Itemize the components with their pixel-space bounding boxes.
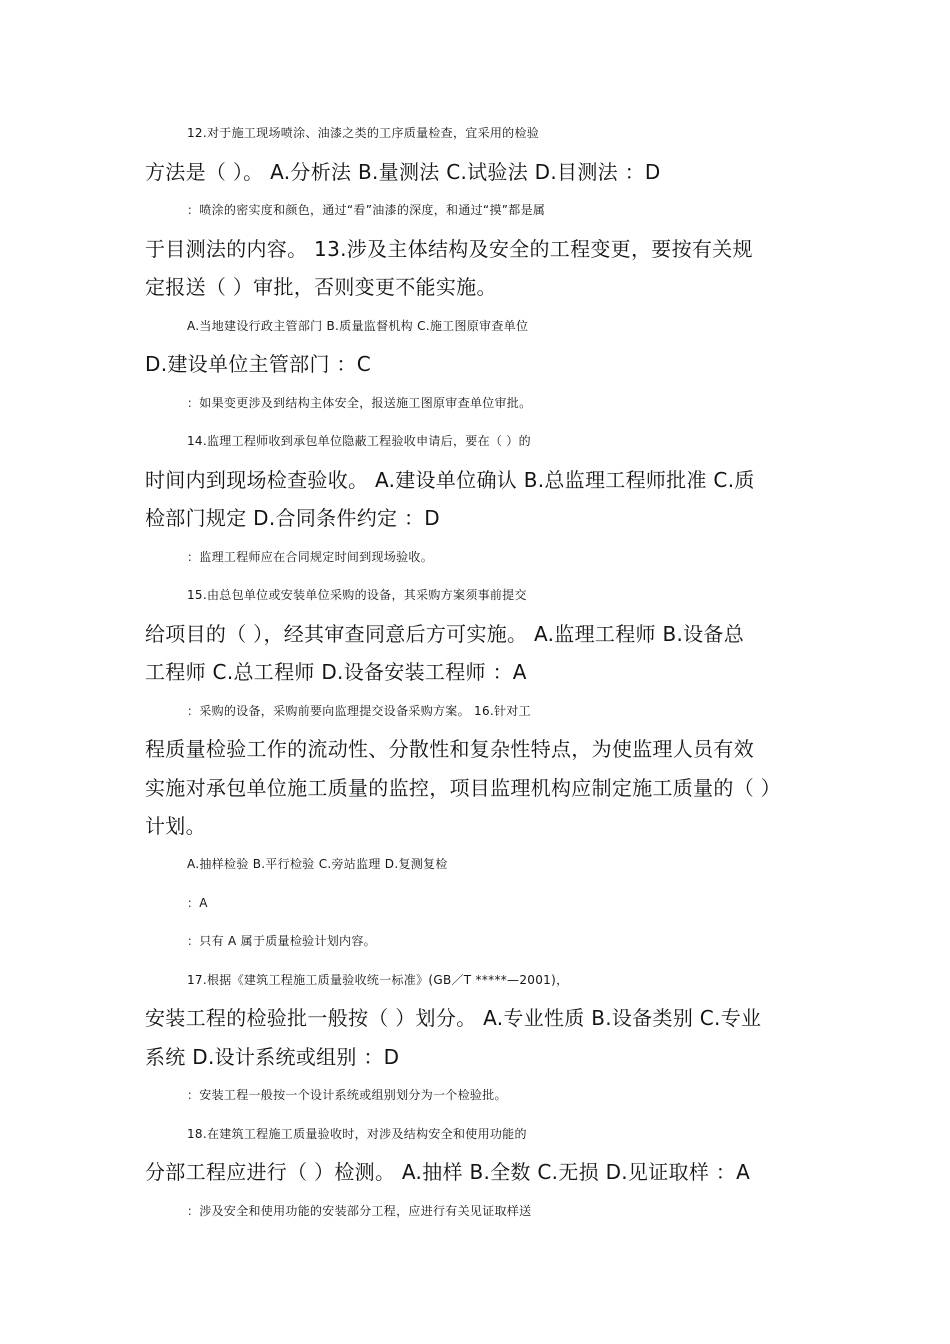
- text-line: 15.由总包单位或安装单位采购的设备，其采购方案须事前提交: [187, 588, 527, 602]
- text-line: 实施对承包单位施工质量的监控，项目监理机构应制定施工质量的（ ）: [145, 776, 781, 800]
- text-line: 18.在建筑工程施工质量验收时，对涉及结构安全和使用功能的: [187, 1127, 527, 1141]
- text-line: 17.根据《建筑工程施工质量验收统一标准》(GB／T *****—2001)，: [187, 973, 569, 987]
- text-line: ：只有 A 属于质量检验计划内容。: [187, 934, 376, 948]
- text-line: 14.监理工程师收到承包单位隐蔽工程验收申请后，要在（ ）的: [187, 434, 531, 448]
- text-line: 12.对于施工现场喷涂、油漆之类的工序质量检查，宜采用的检验: [187, 126, 540, 140]
- text-line: ：喷涂的密实度和颜色，通过“看”油漆的深度，和通过“摸”都是属: [187, 203, 546, 217]
- text-line: 安装工程的检验批一般按（ ）划分。 A.专业性质 B.设备类别 C.专业: [145, 1006, 762, 1030]
- text-line: ：监理工程师应在合同规定时间到现场验收。: [187, 550, 434, 564]
- text-line: 方法是（ ）。 A.分析法 B.量测法 C.试验法 D.目测法 ：D: [145, 160, 661, 184]
- text-line: ：A: [187, 896, 208, 910]
- text-line: 分部工程应进行（ ）检测。 A.抽样 B.全数 C.无损 D.见证取样 ：A: [145, 1160, 751, 1184]
- text-line: 程质量检验工作的流动性、分散性和复杂性特点，为使监理人员有效: [145, 737, 754, 761]
- text-line: 给项目的（ ），经其审查同意后方可实施。 A.监理工程师 B.设备总: [145, 622, 745, 646]
- text-line: ：采购的设备，采购前要向监理提交设备采购方案。 16.针对工: [187, 704, 531, 718]
- text-line: ：安装工程一般按一个设计系统或组别划分为一个检验批。: [187, 1088, 507, 1102]
- text-line: A.当地建设行政主管部门 B.质量监督机构 C.施工图原审查单位: [187, 319, 529, 333]
- text-line: ：如果变更涉及到结构主体安全，报送施工图原审查单位审批。: [187, 396, 532, 410]
- text-line: 时间内到现场检查验收。 A.建设单位确认 B.总监理工程师批准 C.质: [145, 468, 755, 492]
- text-line: 检部门规定 D.合同条件约定 ：D: [145, 506, 440, 530]
- text-line: ：涉及安全和使用功能的安装部分工程，应进行有关见证取样送: [187, 1204, 532, 1218]
- text-line: 于目测法的内容。 13.涉及主体结构及安全的工程变更，要按有关规: [145, 237, 753, 261]
- text-line: 系统 D.设计系统或组别 ：D: [145, 1045, 400, 1069]
- text-line: A.抽样检验 B.平行检验 C.旁站监理 D.复测复检: [187, 857, 448, 871]
- text-line: D.建设单位主管部门 ：C: [145, 352, 371, 376]
- text-line: 计划。: [145, 814, 206, 838]
- text-line: 定报送（ ）审批，否则变更不能实施。: [145, 275, 497, 299]
- text-line: 工程师 C.总工程师 D.设备安装工程师 ：A: [145, 660, 527, 684]
